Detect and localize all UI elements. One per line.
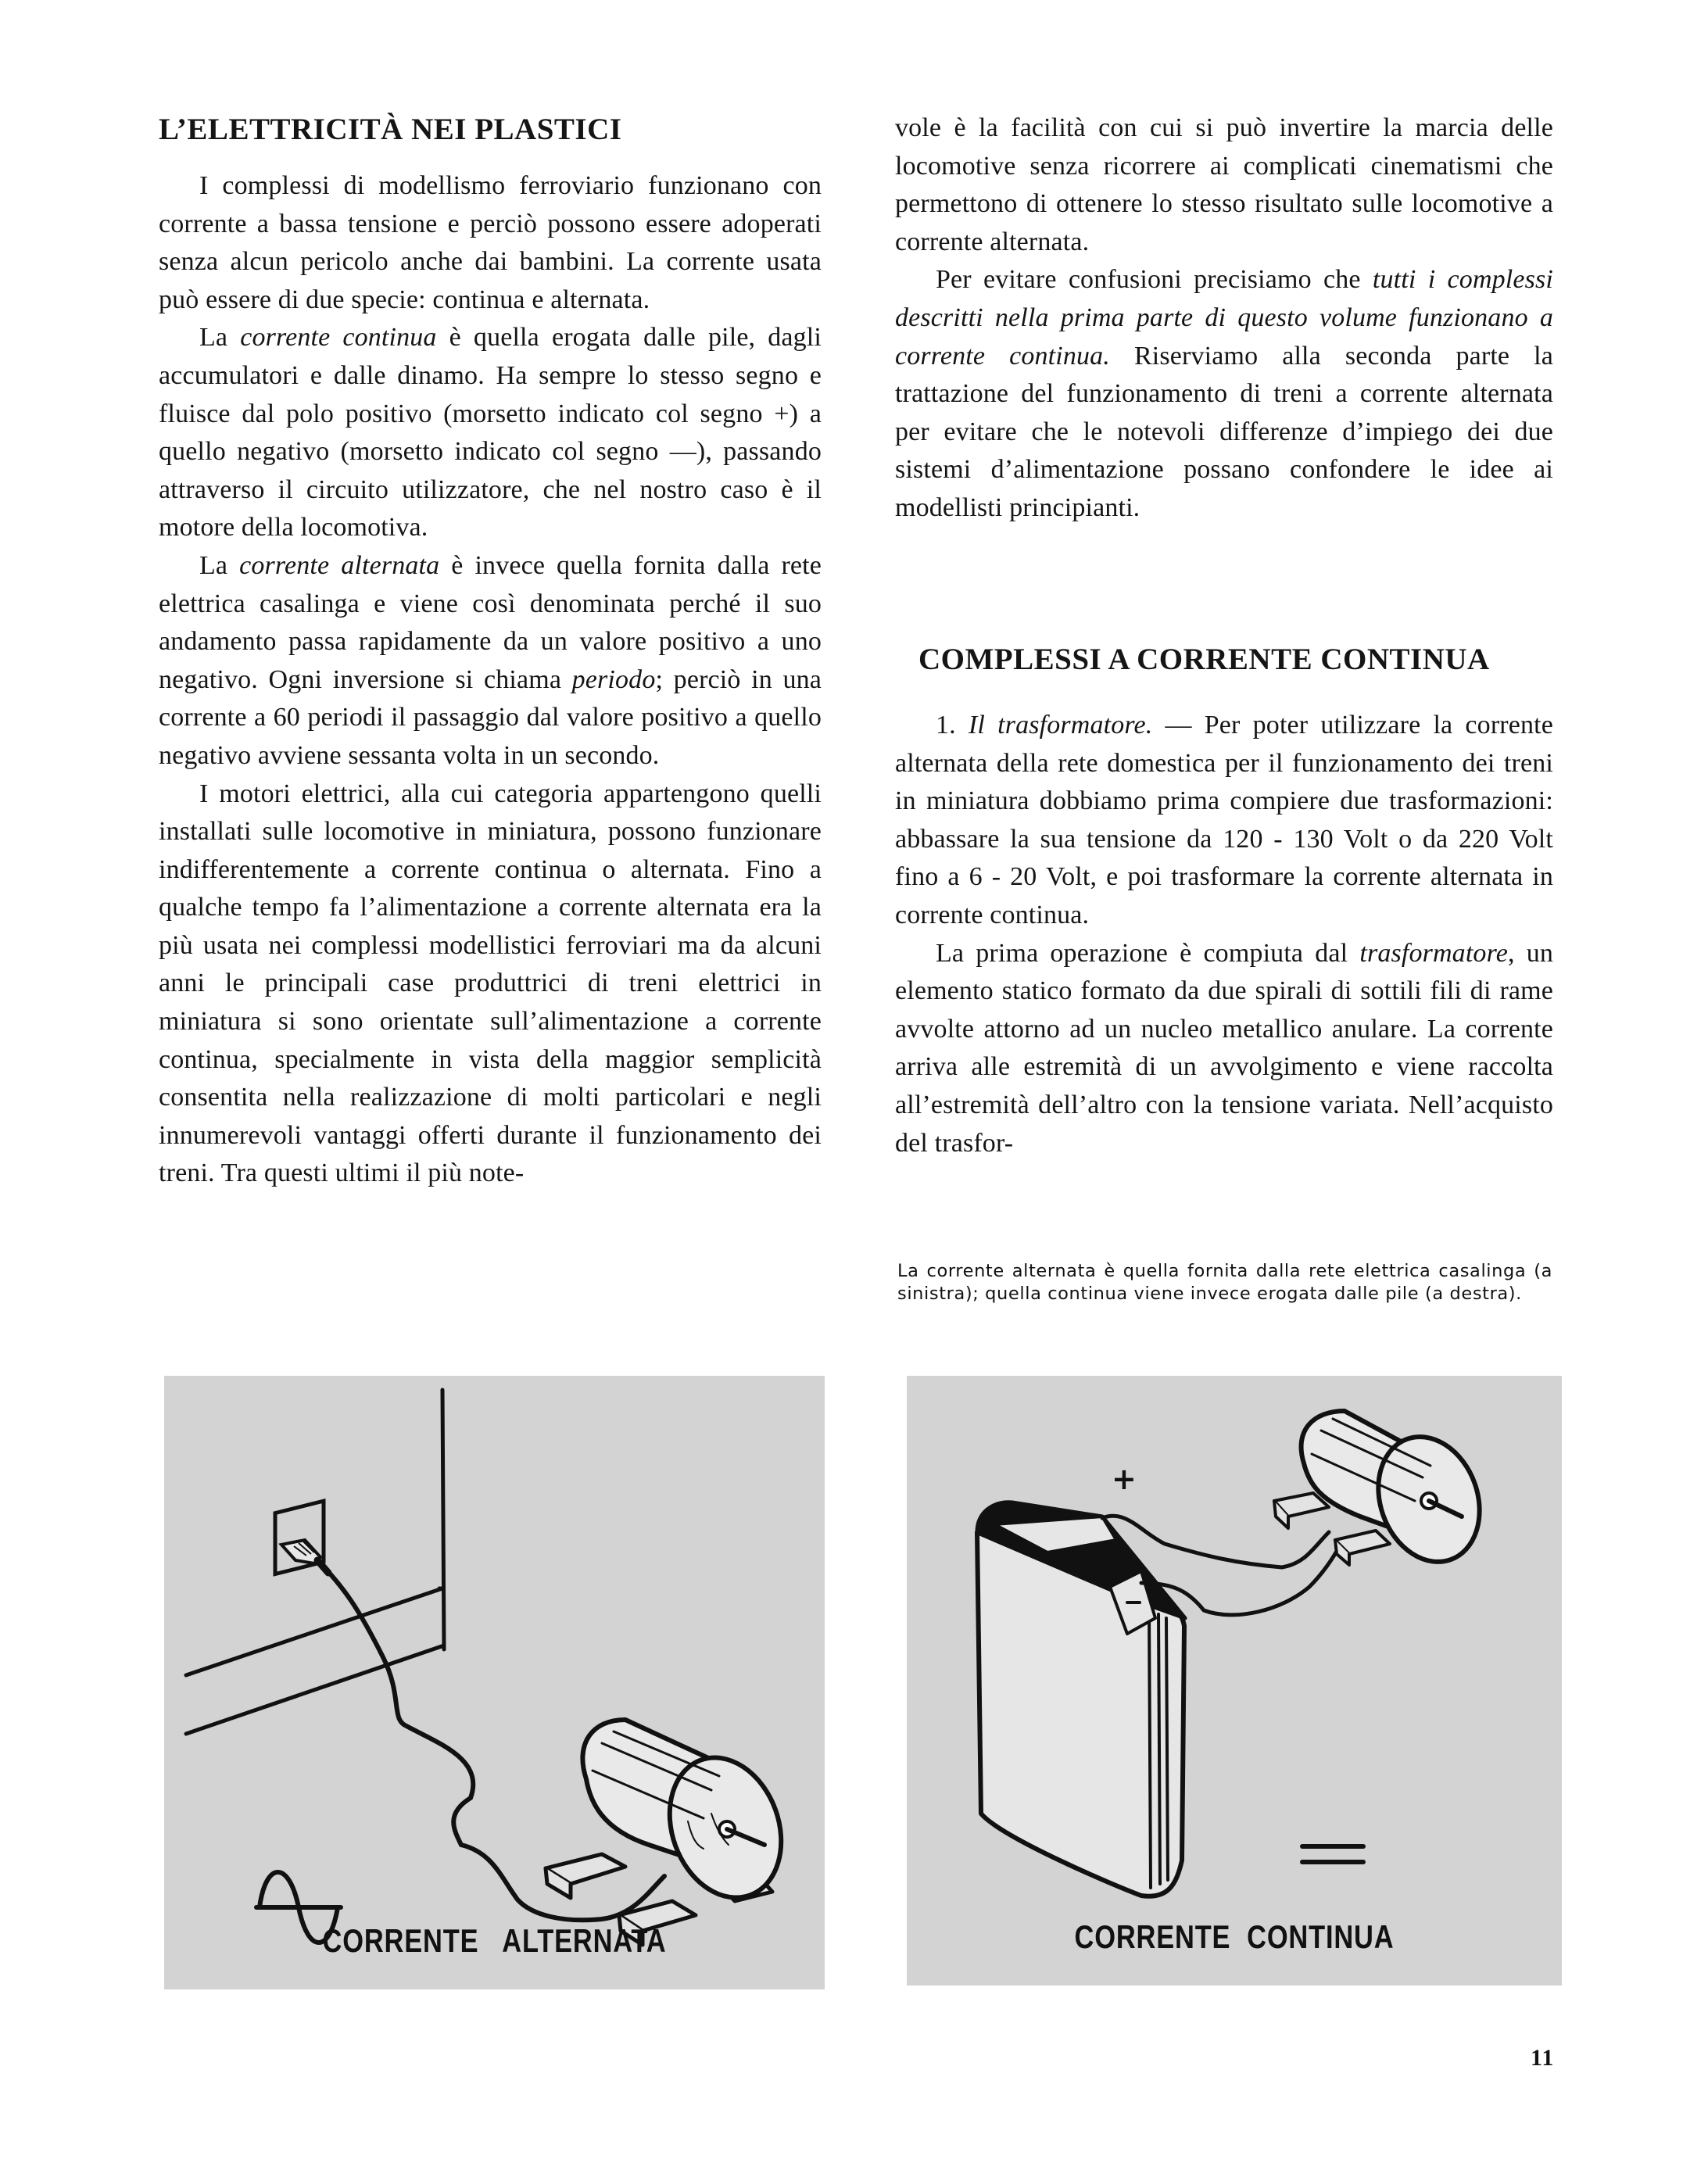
right-column-body-top (895, 109, 1553, 528)
text-run: La (199, 323, 241, 353)
page-number: 11 (1531, 2045, 1555, 2071)
label-corrente-alternata: CORRENTE ALTERNATA (322, 1922, 667, 1959)
paragraph (159, 319, 822, 547)
equals-dc-icon (1302, 1846, 1363, 1862)
paragraph (895, 109, 1553, 261)
text-run: I motori elettrici, alla cui categoria appartengono quelli installati sulle locomotive in miniatura, possono funzionare indifferentemente a corrente continua o alternata. Fino a qualche tempo fa l’alimentazione a corrente alternata era la più usata nei complessi modellistici ferroviari ma da alcuni anni le principali case produttrici di treni elettrici in miniatura si sono orientate sull’alimentazione a corrente continua, specialmente in vista della maggior semplicità consentita nella realizzazione di molti particolari e negli innumerevoli vantaggi offerti durante il funzionamento dei treni. Tra questi ultimi il più note- (159, 779, 822, 1188)
paragraph (895, 261, 1553, 527)
electric-motor-icon (1274, 1411, 1496, 1576)
text-run: — Per poter utilizzare la corrente alternata della rete domestica per il funzionamento dei treni in miniatura dobbiamo prima compiere due trasformazioni: abbassare la sua tensione da 120 - 130 Volt o da 220 Volt fino a 6 - 20 Volt, e poi trasformare la corrente alternata in corrente continua. (895, 711, 1553, 929)
label-corrente-continua: CORRENTE CONTINUA (1074, 1918, 1395, 1955)
text-run: Per evitare confusioni precisiamo che (936, 265, 1373, 295)
text-run: vole è la facilità con cui si può invertire la marcia delle locomotive senza ricorrere ai complicati cinematismi che permettono di ottenere lo stesso risultato sulle locomotive a corrente alternata. (895, 113, 1553, 256)
italic-text: Il trasformatore. (968, 711, 1153, 739)
figure-caption: La corrente alternata è quella fornita dalla rete elettrica casalinga (a sinistra); quella continua viene invece erogata dalle pile (a destra). (897, 1261, 1552, 1304)
dc-drawing (907, 1376, 1562, 1986)
right-column-body-bottom (895, 707, 1553, 1162)
text-run: è quella erogata dalle pile, dagli accumulatori e dalle dinamo. Ha sempre lo stesso segno e fluisce dal polo positivo (morsetto indicato col segno +) a quello negativo (morsetto indicato col segno —), passando attraverso il circuito utilizzatore, che nel nostro caso è il motore della locomotiva. (159, 323, 822, 542)
text-run: è invece quella fornita dalla rete elettrica casalinga e viene così denominata perché il suo andamento passa rapidamente da un valore positivo a uno negativo. Ogni inversione si chiama (159, 550, 822, 694)
text-run: 1. (936, 711, 969, 739)
italic-text: corrente continua (240, 323, 437, 353)
italic-text: corrente alternata (239, 550, 440, 580)
text-run: , un elemento statico formato da due spirali di sottili fili di rame avvolte attorno ad un nucleo metallico anulare. La corrente arriva alle estremità di un avvolgimento e viene raccolta all’estremità dell’altro con la tensione variata. Nell’acquisto del trasfor- (895, 938, 1553, 1158)
plus-sign: + (1112, 1462, 1137, 1496)
paragraph (159, 547, 822, 775)
left-column (159, 109, 822, 1193)
text-run: ; perciò in una corrente a 60 periodi il passaggio dal valore positivo a quello negativo avviene sessanta volta in un secondo. (159, 664, 822, 770)
wall-corner-line (442, 1390, 444, 1649)
section-heading-corrente-continua: COMPLESSI A CORRENTE CONTINUA (918, 643, 1490, 676)
text-run: Riserviamo alla seconda parte la trattazione del funzionamento di treni a corrente alternata per evitare che le notevoli differenze d’impiego dei due sistemi d’alimentazione possano confondere le idee ai modellisti principianti. (895, 341, 1553, 522)
baseboard-top-line (186, 1588, 442, 1675)
text-run: La prima operazione è compiuta dal (936, 938, 1360, 968)
paragraph (159, 775, 822, 1194)
section-heading-elettricita: L’ELETTRICITÀ NEI PLASTICI (159, 113, 622, 146)
text-run: La (199, 550, 240, 580)
right-column (895, 109, 1553, 1158)
paragraph (895, 935, 1553, 1163)
italic-text: tutti i complessi descritti nella prima parte di questo volume funzionano a corrente continua. (895, 265, 1553, 371)
text-run: I complessi di modellismo ferroviario funzionano con corrente a bassa tensione e perciò possono essere adoperati senza alcun pericolo anche dai bambini. La corrente usata può essere di due specie: continua e alternata. (159, 171, 822, 314)
illustration-alternating-current (164, 1376, 825, 1989)
ac-drawing (164, 1376, 825, 1989)
italic-text: periodo (571, 664, 656, 694)
baseboard-bottom-line (186, 1645, 444, 1734)
left-column-body (159, 167, 822, 1193)
italic-text: trasformatore (1359, 938, 1508, 968)
illustration-direct-current (907, 1376, 1562, 1986)
paragraph (159, 167, 822, 319)
electric-motor-icon (546, 1720, 800, 1945)
paragraph (895, 707, 1553, 935)
